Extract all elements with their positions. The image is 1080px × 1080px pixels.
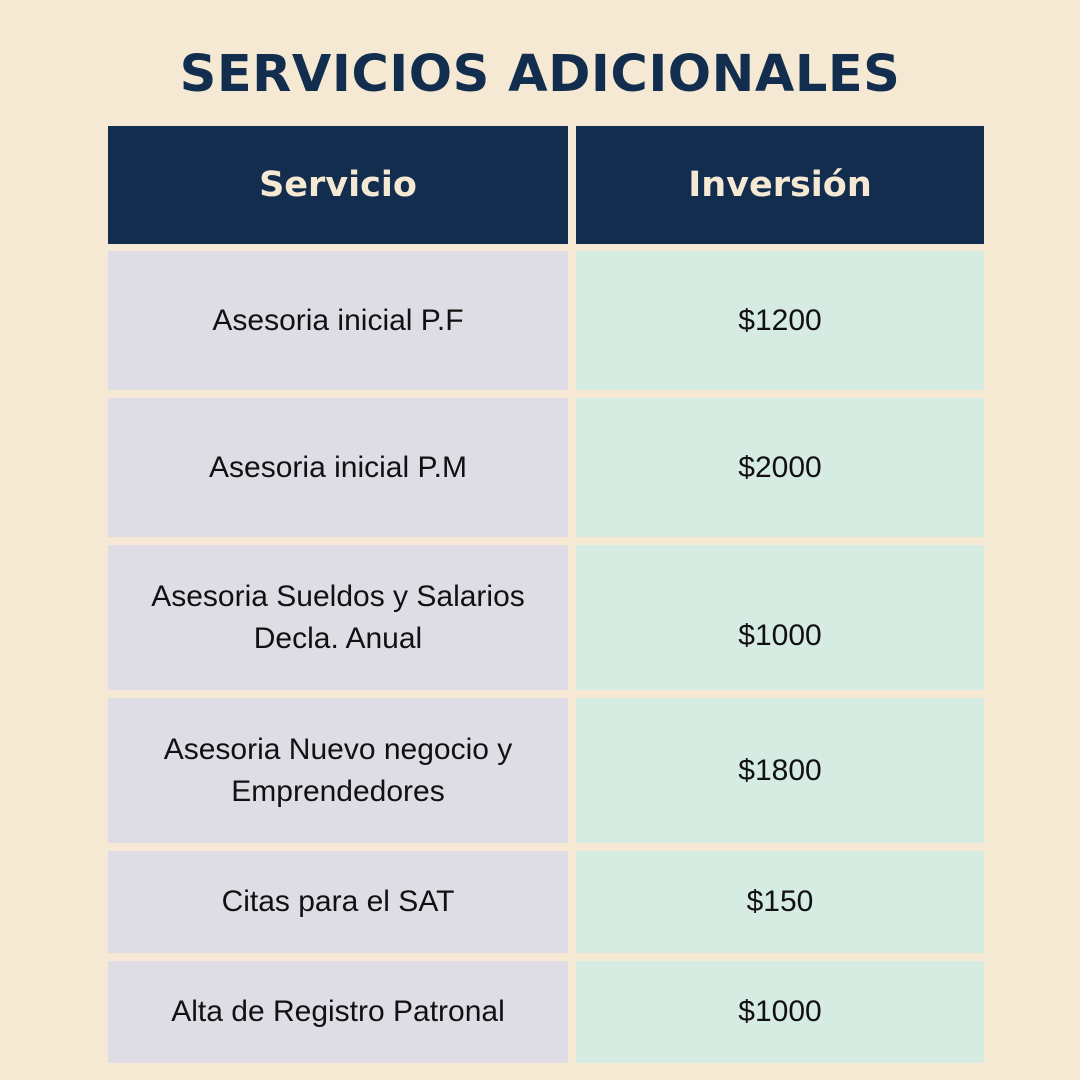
- table-row-price: [576, 545, 984, 690]
- service-price: $2000: [738, 450, 822, 484]
- service-name: Alta de Registro Patronal: [171, 995, 505, 1028]
- service-name: Citas para el SAT: [221, 885, 455, 918]
- table-row-service: [108, 251, 568, 390]
- table-row-price: [576, 251, 984, 390]
- table-row-price: [576, 698, 984, 843]
- table-row-service: [108, 851, 568, 953]
- page-title: SERVICIOS ADICIONALES: [179, 45, 901, 104]
- service-price: $150: [746, 885, 814, 918]
- table-header-service: [108, 126, 568, 244]
- service-name-line1: Asesoria Nuevo negocio y: [163, 732, 513, 766]
- service-name-line1: Asesoria Sueldos y Salarios: [151, 579, 525, 613]
- table-row-price: [576, 398, 984, 537]
- table-header-investment: [576, 126, 984, 244]
- table-row-service: [108, 698, 568, 843]
- table-row-service: [108, 398, 568, 537]
- service-name: [151, 576, 525, 660]
- service-price: $1200: [738, 303, 822, 337]
- service-price: $1000: [738, 618, 822, 652]
- table-row-service: [108, 545, 568, 690]
- service-price: $1000: [738, 995, 822, 1028]
- service-name-line2: Emprendedores: [231, 774, 445, 808]
- service-name: Asesoria inicial P.M: [209, 450, 467, 484]
- header-investment-label: Inversión: [688, 165, 872, 205]
- service-name: [164, 729, 513, 813]
- table-row-price: [576, 961, 984, 1063]
- table-row-price: [576, 851, 984, 953]
- table-row-service: [108, 961, 568, 1063]
- service-name: Asesoria inicial P.F: [212, 303, 464, 337]
- service-price: $1800: [738, 753, 822, 787]
- service-name-line2: Decla. Anual: [253, 621, 423, 655]
- header-service-label: Servicio: [259, 165, 417, 205]
